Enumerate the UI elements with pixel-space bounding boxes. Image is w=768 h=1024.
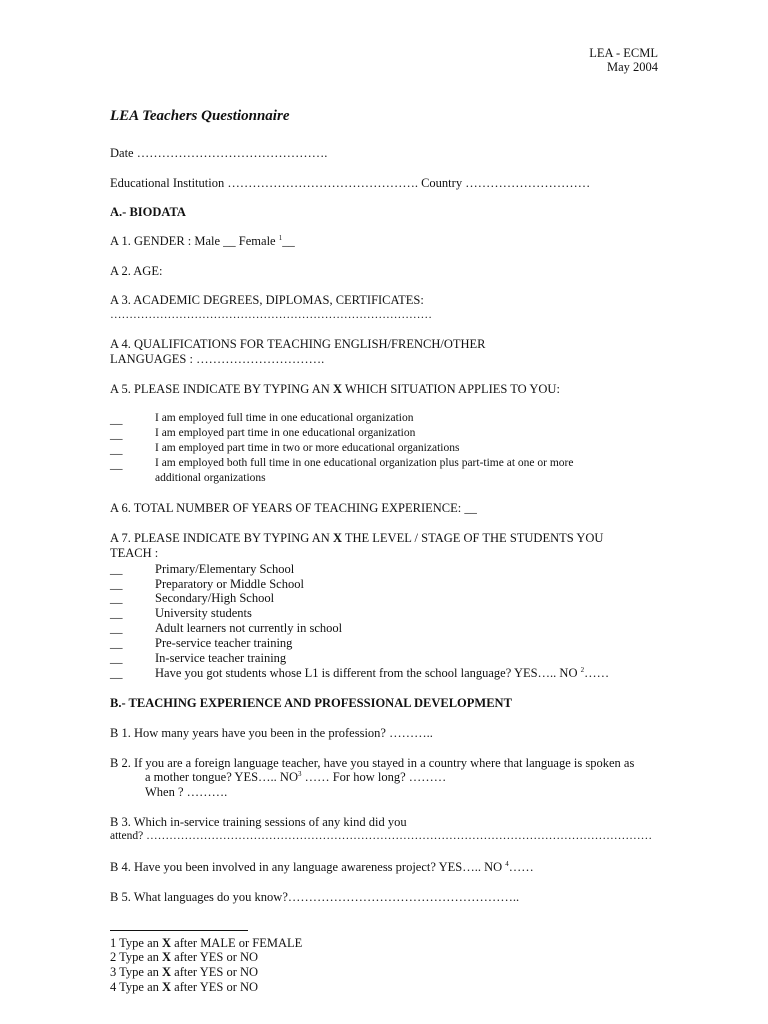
footnote-post: after YES or NO bbox=[171, 950, 259, 964]
footnote bbox=[110, 936, 302, 951]
question-b5: B 5. What languages do you know?……………………………………………….. bbox=[110, 890, 520, 904]
footnote-post: after YES or NO bbox=[171, 965, 259, 979]
x-mark: X bbox=[332, 531, 342, 545]
option-label-text: Have you got students whose L1 is different from the school language? YES….. NO bbox=[155, 666, 578, 681]
blank: __ bbox=[282, 234, 295, 249]
option-label: Secondary/High School bbox=[155, 591, 275, 605]
question-a7 bbox=[110, 531, 603, 546]
footnote-post: after MALE or FEMALE bbox=[171, 936, 303, 950]
option-blank: __ bbox=[110, 591, 123, 605]
footnote-pre: 1 Type an bbox=[110, 936, 163, 950]
option-label: Primary/Elementary School bbox=[155, 562, 295, 576]
section-b-heading: B.- TEACHING EXPERIENCE AND PROFESSIONAL DEVELOPMENT bbox=[110, 696, 512, 710]
option-label: I am employed both full time in one educational organization plus part-time at one or more bbox=[155, 457, 574, 469]
x-mark: X bbox=[162, 965, 172, 979]
question-a3: A 3. ACADEMIC DEGREES, DIPLOMAS, CERTIFICATES: bbox=[110, 293, 424, 307]
question-b3-line1: B 3. Which in-service training sessions of any kind did you bbox=[110, 815, 407, 829]
option-blank: __ bbox=[110, 636, 123, 650]
option-blank: __ bbox=[110, 457, 123, 471]
option-label: In-service teacher training bbox=[155, 651, 287, 665]
option-label bbox=[155, 666, 609, 681]
question-a7-line2: TEACH : bbox=[110, 546, 159, 560]
institution-field: Educational Institution ………………………………………. Country ………………………… bbox=[110, 176, 591, 190]
option-label: Pre-service teacher training bbox=[155, 636, 293, 650]
question-a3-dots: ………………………………………………………………………… bbox=[110, 309, 432, 321]
option-blank: __ bbox=[110, 666, 123, 680]
footnote-ref: 2 bbox=[580, 666, 585, 674]
question-a2: A 2. AGE: bbox=[110, 264, 163, 278]
question-a1-text: A 1. GENDER : Male __ Female bbox=[110, 234, 276, 249]
section-a-heading: A.- BIODATA bbox=[110, 205, 186, 219]
option-blank: __ bbox=[110, 442, 123, 456]
question-a4-line2: LANGUAGES : …………………………. bbox=[110, 352, 325, 366]
option-blank: __ bbox=[110, 427, 123, 441]
question-b2-pre: a mother tongue? YES….. NO bbox=[145, 770, 298, 785]
option-label: Adult learners not currently in school bbox=[155, 621, 343, 635]
option-label: I am employed part time in one educational organization bbox=[155, 427, 416, 439]
question-a6: A 6. TOTAL NUMBER OF YEARS OF TEACHING EXPERIENCE: __ bbox=[110, 501, 477, 515]
date-field: Date ………………………………………. bbox=[110, 146, 328, 160]
option-blank: __ bbox=[110, 562, 123, 576]
header-date: May 2004 bbox=[606, 60, 658, 74]
option-blank: __ bbox=[110, 577, 123, 591]
option-label: I am employed full time in one educational organization bbox=[155, 412, 414, 424]
footnote-post: after YES or NO bbox=[171, 980, 259, 994]
question-a7-pre: A 7. PLEASE INDICATE BY TYPING AN bbox=[110, 531, 333, 545]
question-b2-post: …… For how long? ……… bbox=[301, 770, 447, 785]
footnote-pre: 4 Type an bbox=[110, 980, 163, 994]
footnote-ref: 1 bbox=[278, 234, 283, 242]
question-a5 bbox=[110, 382, 560, 397]
question-a4-line1: A 4. QUALIFICATIONS FOR TEACHING ENGLISH/FRENCH/OTHER bbox=[110, 337, 486, 351]
question-b1: B 1. How many years have you been in the profession? ……….. bbox=[110, 726, 433, 740]
footnote-pre: 2 Type an bbox=[110, 950, 163, 964]
x-mark: X bbox=[162, 980, 172, 994]
option-label: Preparatory or Middle School bbox=[155, 577, 304, 591]
x-mark: X bbox=[332, 382, 342, 396]
question-a7-post: THE LEVEL / STAGE OF THE STUDENTS YOU bbox=[341, 531, 604, 545]
footnote-ref: 3 bbox=[297, 770, 302, 778]
question-b3-line2: attend? …………………………………………………………………………………………………………………… bbox=[110, 830, 653, 842]
question-a1 bbox=[110, 234, 295, 249]
question-a5-post: WHICH SITUATION APPLIES TO YOU: bbox=[341, 382, 560, 396]
question-b2-line2 bbox=[145, 770, 446, 785]
question-a5-pre: A 5. PLEASE INDICATE BY TYPING AN bbox=[110, 382, 333, 396]
question-b2-line3: When ? ………. bbox=[145, 785, 228, 799]
page-title: LEA Teachers Questionnaire bbox=[110, 108, 290, 124]
question-b4 bbox=[110, 860, 534, 875]
footnote-ref: 4 bbox=[505, 860, 509, 868]
footnote-pre: 3 Type an bbox=[110, 965, 163, 979]
x-mark: X bbox=[162, 950, 172, 964]
footnote bbox=[110, 950, 258, 965]
option-label: additional organizations bbox=[155, 472, 266, 484]
footnote-divider bbox=[110, 930, 248, 931]
option-label: University students bbox=[155, 606, 252, 620]
option-label: I am employed part time in two or more educational organizations bbox=[155, 442, 460, 454]
option-blank: __ bbox=[110, 651, 123, 665]
footnote bbox=[110, 980, 258, 995]
footnote bbox=[110, 965, 258, 980]
option-blank: __ bbox=[110, 606, 123, 620]
dots: …… bbox=[508, 860, 534, 875]
x-mark: X bbox=[162, 936, 172, 950]
question-b2-line1: B 2. If you are a foreign language teacher, have you stayed in a country where that language is spoken as bbox=[110, 756, 635, 770]
option-blank: __ bbox=[110, 412, 123, 426]
option-blank: __ bbox=[110, 621, 123, 635]
header-org: LEA - ECML bbox=[589, 46, 658, 60]
dots: …… bbox=[584, 666, 610, 681]
question-b4-pre: B 4. Have you been involved in any language awareness project? YES….. NO bbox=[110, 860, 503, 875]
